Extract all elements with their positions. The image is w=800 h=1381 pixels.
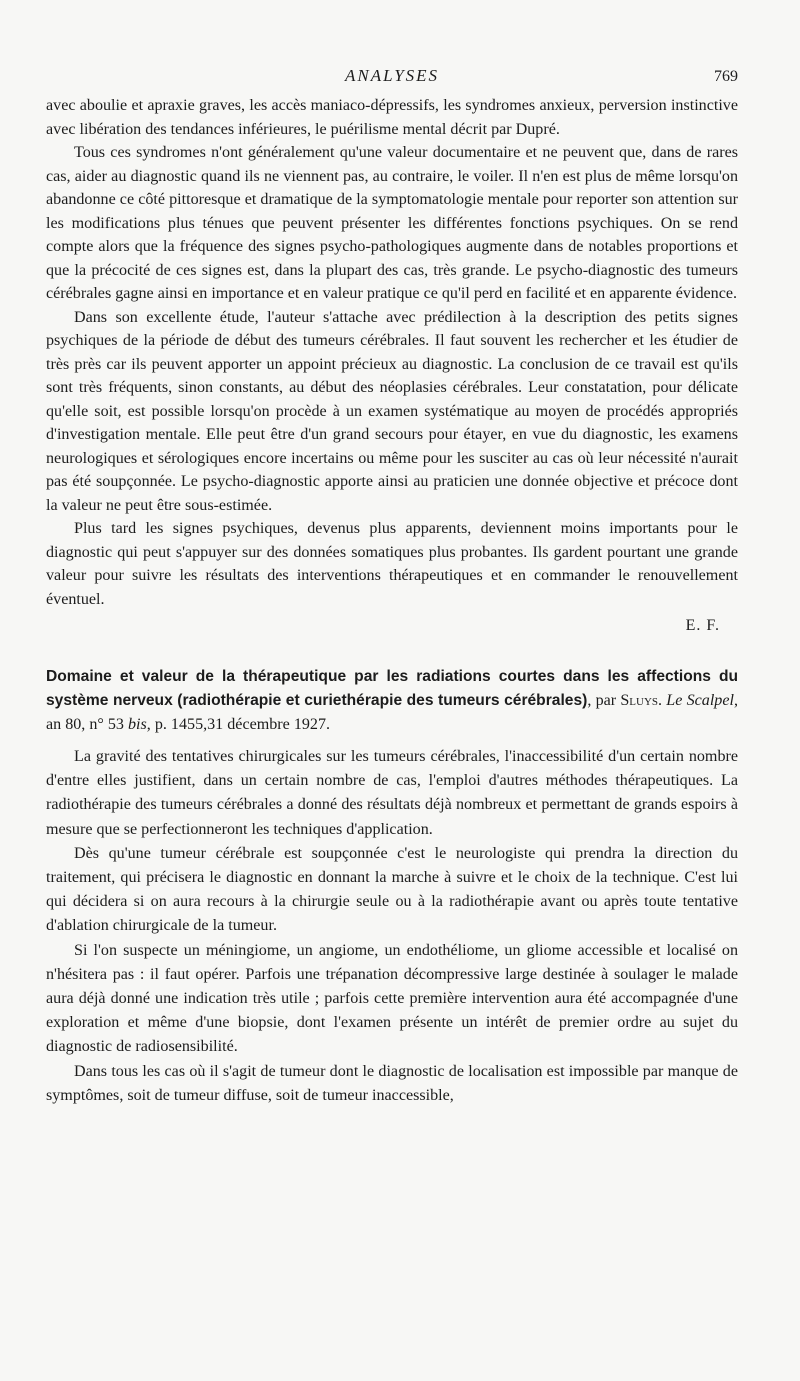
signature: E. F. <box>685 617 720 634</box>
running-header <box>46 60 738 94</box>
paragraph: Si l'on suspecte un méningiome, un angiome, un endothéliome, un gliome accessible et localisé on n'hésitera pas : il faut opérer. Parfois une trépanation décompressive large destinée à soulager le malade aura déjà donné une indication très utile ; parfois cette première intervention aura été accompagnée d'une exploration et même d'une biopsie, dont l'examen présente un intérêt de premier ordre au sujet du diagnostic de radiosensibilité. <box>46 941 738 1056</box>
paragraph: Dans tous les cas où il s'agit de tumeur dont le diagnostic de localisation est impossible par manque de symptômes, soit de tumeur diffuse, soit de tumeur inaccessible, <box>46 1062 738 1104</box>
paragraph: Tous ces syndromes n'ont généralement qu'une valeur documentaire et ne peuvent que, dans de rares cas, aider au diagnostic quand ils ne viennent pas, au contraire, le voiler. Il n'en est plus de même lorsqu'on abandonne ce côté pittoresque et dramatique de la symptomatologie mentale pour reporter son attention sur les modifications plus ténues que peuvent présenter les différentes fonctions psychiques. On se rend compte alors que la fréquence des signes psycho-pathologiques augmente dans de notables proportions et que la précocité de ces signes est, dans la plupart des cas, très grande. Le psycho-diagnostic des tumeurs cérébrales gagne ainsi en importance et en valeur pratique ce qu'il perd en facilité et en apparente évidence. <box>46 144 738 302</box>
page-number: 769 <box>714 68 738 85</box>
paragraph: Plus tard les signes psychiques, devenus plus apparents, deviennent moins importants pour le diagnostic qui peut s'appuyer sur des données somatiques plus probantes. Ils gardent pourtant une grande valeur pour suivre les résultats des interventions thérapeutiques et en commander le renouvellement éventuel. <box>46 520 738 608</box>
journal-page <box>46 60 738 1108</box>
article-title: Domaine et valeur de la thérapeutique par les radiations courtes dans les affections du système nerveux (radiothérapie et curiethérapie des tumeurs cérébrales), par Sluys. Le Scalpel, an 80, n° 53 bis, p. 1455,31 décembre 1927. <box>46 668 738 733</box>
analysis-section-1 <box>46 94 738 639</box>
paragraph: Dès qu'une tumeur cérébrale est soupçonnée c'est le neurologiste qui prendra la direction du traitement, qui précisera le diagnostic en donnant la marche à suivre et le choix de la technique. C'est lui qui décidera si on aura recours à la chirurgie seule ou à la radiothérapie avant ou après toute tentative d'ablation chirurgicale de la tumeur. <box>46 844 738 935</box>
title-bold: Domaine et valeur de la thérapeutique par les radiations courtes dans les affections du système nerveux (radiothérapie et curiethérapie des tumeurs cérébrales) <box>46 668 738 709</box>
paragraph: Dans son excellente étude, l'auteur s'attache avec prédilection à la description des petits signes psychiques de la période de début des tumeurs cérébrales. Il faut souvent les rechercher et les étudier de très près car ils peuvent apporter un appoint précieux au diagnostic. La conclusion de ce travail est qu'ils sont très fréquents, sinon constants, au début des néoplasies cérébrales. Leur constatation, pour délicate qu'elle soit, est possible lorsqu'on procède à un examen systématique au moyen de procédés appropriés d'investigation mentale. Elle peut être d'un grand secours pour étayer, en vue du diagnostic, les examens neurologiques et sérologiques encore incertains ou même pour les susciter au cas où leur nécessité n'aurait pas été soupçonnée. Le psycho-diagnostic apporte ainsi au praticien une donnée objective et précoce dont la valeur ne peut être sous-estimée. <box>46 308 738 514</box>
journal-name: Le Scalpel <box>666 692 734 709</box>
running-title: ANALYSES <box>344 66 440 85</box>
paragraph: La gravité des tentatives chirurgicales sur les tumeurs cérébrales, l'inaccessibilité d'un certain nombre d'entre elles justifient, dans un certain nombre de cas, l'emploi d'autres méthodes thérapeutiques. La radiothérapie des tumeurs cérébrales a donné des résultats déjà nombreux et permettant de grands espoirs à mesure que se perfectionneront les techniques d'application. <box>46 748 738 838</box>
analysis-section-2 <box>46 665 738 1108</box>
paragraph: avec aboulie et apraxie graves, les accès maniaco-dépressifs, les syndromes anxieux, perversion instinctive avec libération des tendances inférieures, le puérilisme mental décrit par Dupré. <box>46 97 738 138</box>
citation: , p. 1455,31 décembre 1927. <box>146 716 331 733</box>
author-name: Sluys <box>620 692 659 709</box>
